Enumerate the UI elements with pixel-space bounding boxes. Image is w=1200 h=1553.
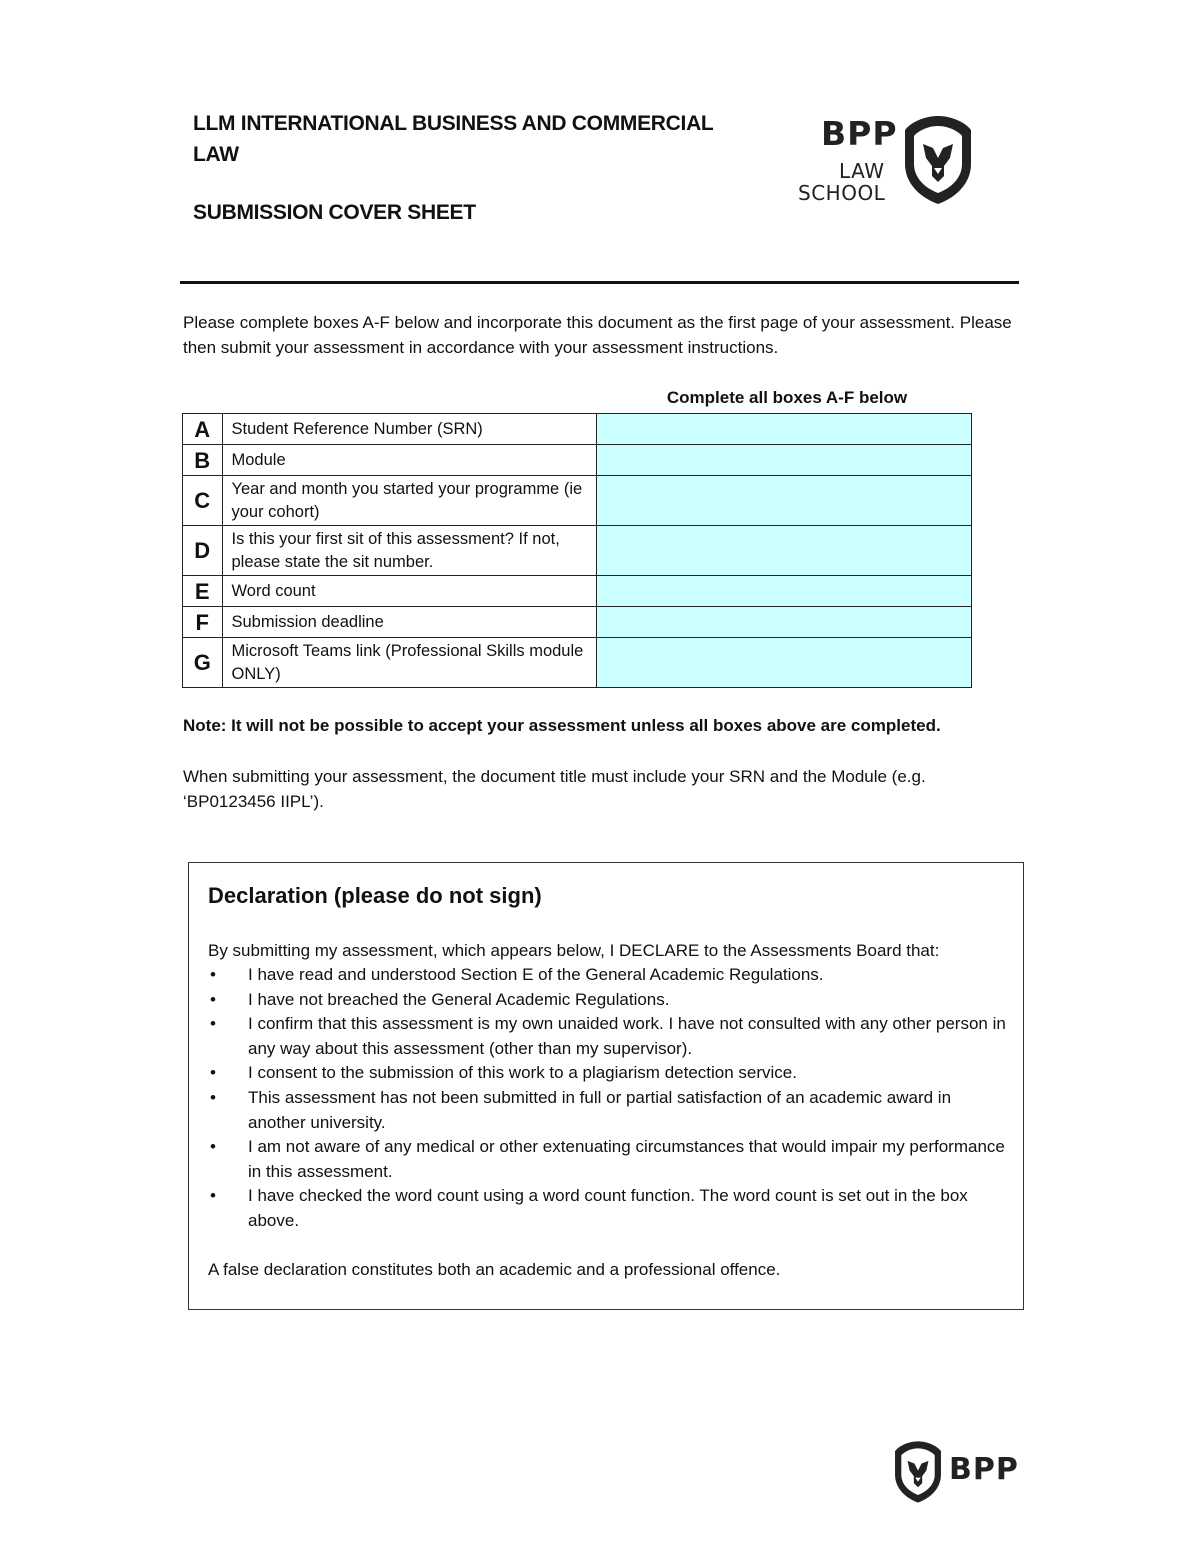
title-instruction: When submitting your assessment, the document title must include your SRN and the Module (e.g. ‘BP0123456 IIPL’). <box>183 767 926 811</box>
completion-note: Note: It will not be possible to accept your assessment unless all boxes above are completed. <box>183 716 941 735</box>
false-declaration-warning: A false declaration constitutes both an academic and a professional offence. <box>208 1260 781 1279</box>
submission-details-table <box>182 413 972 688</box>
list-item <box>208 1061 1008 1086</box>
footer-logo <box>893 1440 1018 1504</box>
bullet-icon: • <box>210 1014 216 1034</box>
row-letter: E <box>183 576 223 607</box>
lion-shield-icon <box>893 1440 943 1504</box>
row-label: Module <box>222 445 597 476</box>
word-count-field[interactable] <box>597 576 972 607</box>
list-item-text: I consent to the submission of this work to a plagiarism detection service. <box>248 1063 797 1083</box>
document-title: LLM INTERNATIONAL BUSINESS AND COMMERCIAL LAW <box>193 112 714 166</box>
deadline-field[interactable] <box>597 607 972 638</box>
row-letter: D <box>183 526 223 576</box>
row-letter: G <box>183 638 223 688</box>
list-item <box>208 1135 1008 1184</box>
declaration-heading: Declaration (please do not sign) <box>208 883 542 908</box>
list-item <box>208 1012 1008 1061</box>
table-header: Complete all boxes A-F below <box>666 388 908 407</box>
list-item <box>208 1086 1008 1135</box>
list-item-text: I have not breached the General Academic Regulations. <box>248 989 670 1009</box>
bullet-icon: • <box>210 1087 216 1107</box>
table-row <box>183 445 972 476</box>
list-item-text: I have read and understood Section E of the General Academic Regulations. <box>248 965 824 984</box>
bullet-icon: • <box>210 1137 216 1157</box>
table-row <box>183 414 972 445</box>
table-row <box>183 476 972 526</box>
srn-field[interactable] <box>597 414 972 445</box>
bullet-icon: • <box>210 1186 216 1206</box>
table-row <box>183 607 972 638</box>
list-item-text: I confirm that this assessment is my own unaided work. I have not consulted with any other person in any way about this assessment (other than my supervisor). <box>248 1014 1006 1058</box>
declaration-intro: By submitting my assessment, which appears below, I DECLARE to the Assessments Board that: <box>208 941 940 960</box>
row-letter: A <box>183 414 223 445</box>
sit-number-field[interactable] <box>597 526 972 576</box>
logo-line-school: SCHOOL <box>798 181 886 205</box>
module-field[interactable] <box>597 445 972 476</box>
row-label: Student Reference Number (SRN) <box>222 414 597 445</box>
header-divider <box>180 281 1019 284</box>
table-row <box>183 576 972 607</box>
logo-line-law: LAW <box>839 159 885 183</box>
lion-shield-icon <box>903 114 973 206</box>
intro-text: Please complete boxes A-F below and incorporate this document as the first page of your assessment. Please then submit your assessment in accordance with your assessment instructions. <box>183 313 1012 357</box>
logo-brand: BPP <box>821 114 898 153</box>
document-subtitle: SUBMISSION COVER SHEET <box>193 201 476 224</box>
row-label: Microsoft Teams link (Professional Skills module ONLY) <box>222 638 597 688</box>
bullet-icon: • <box>210 1063 216 1083</box>
list-item <box>208 1184 1008 1233</box>
bullet-icon: • <box>210 989 216 1009</box>
row-label: Year and month you started your programme (ie your cohort) <box>222 476 597 526</box>
bullet-icon: • <box>210 965 216 984</box>
table-row <box>183 638 972 688</box>
table-row <box>183 526 972 576</box>
list-item-text: I am not aware of any medical or other extenuating circumstances that would impair my performance in this assessment. <box>248 1137 1005 1181</box>
row-label: Submission deadline <box>222 607 597 638</box>
list-item <box>208 988 1008 1013</box>
list-item-text: I have checked the word count using a word count function. The word count is set out in the box above. <box>248 1186 968 1230</box>
row-label: Is this your first sit of this assessment? If not, please state the sit number. <box>222 526 597 576</box>
bpp-law-school-logo <box>796 112 978 208</box>
footer-brand: BPP <box>949 1452 1019 1487</box>
row-label: Word count <box>222 576 597 607</box>
teams-link-field[interactable] <box>597 638 972 688</box>
row-letter: F <box>183 607 223 638</box>
declaration-list <box>208 963 1008 1234</box>
row-letter: C <box>183 476 223 526</box>
list-item-text: This assessment has not been submitted in full or partial satisfaction of an academic award in another university. <box>248 1087 952 1132</box>
list-item <box>208 963 1008 988</box>
cohort-field[interactable] <box>597 476 972 526</box>
row-letter: B <box>183 445 223 476</box>
